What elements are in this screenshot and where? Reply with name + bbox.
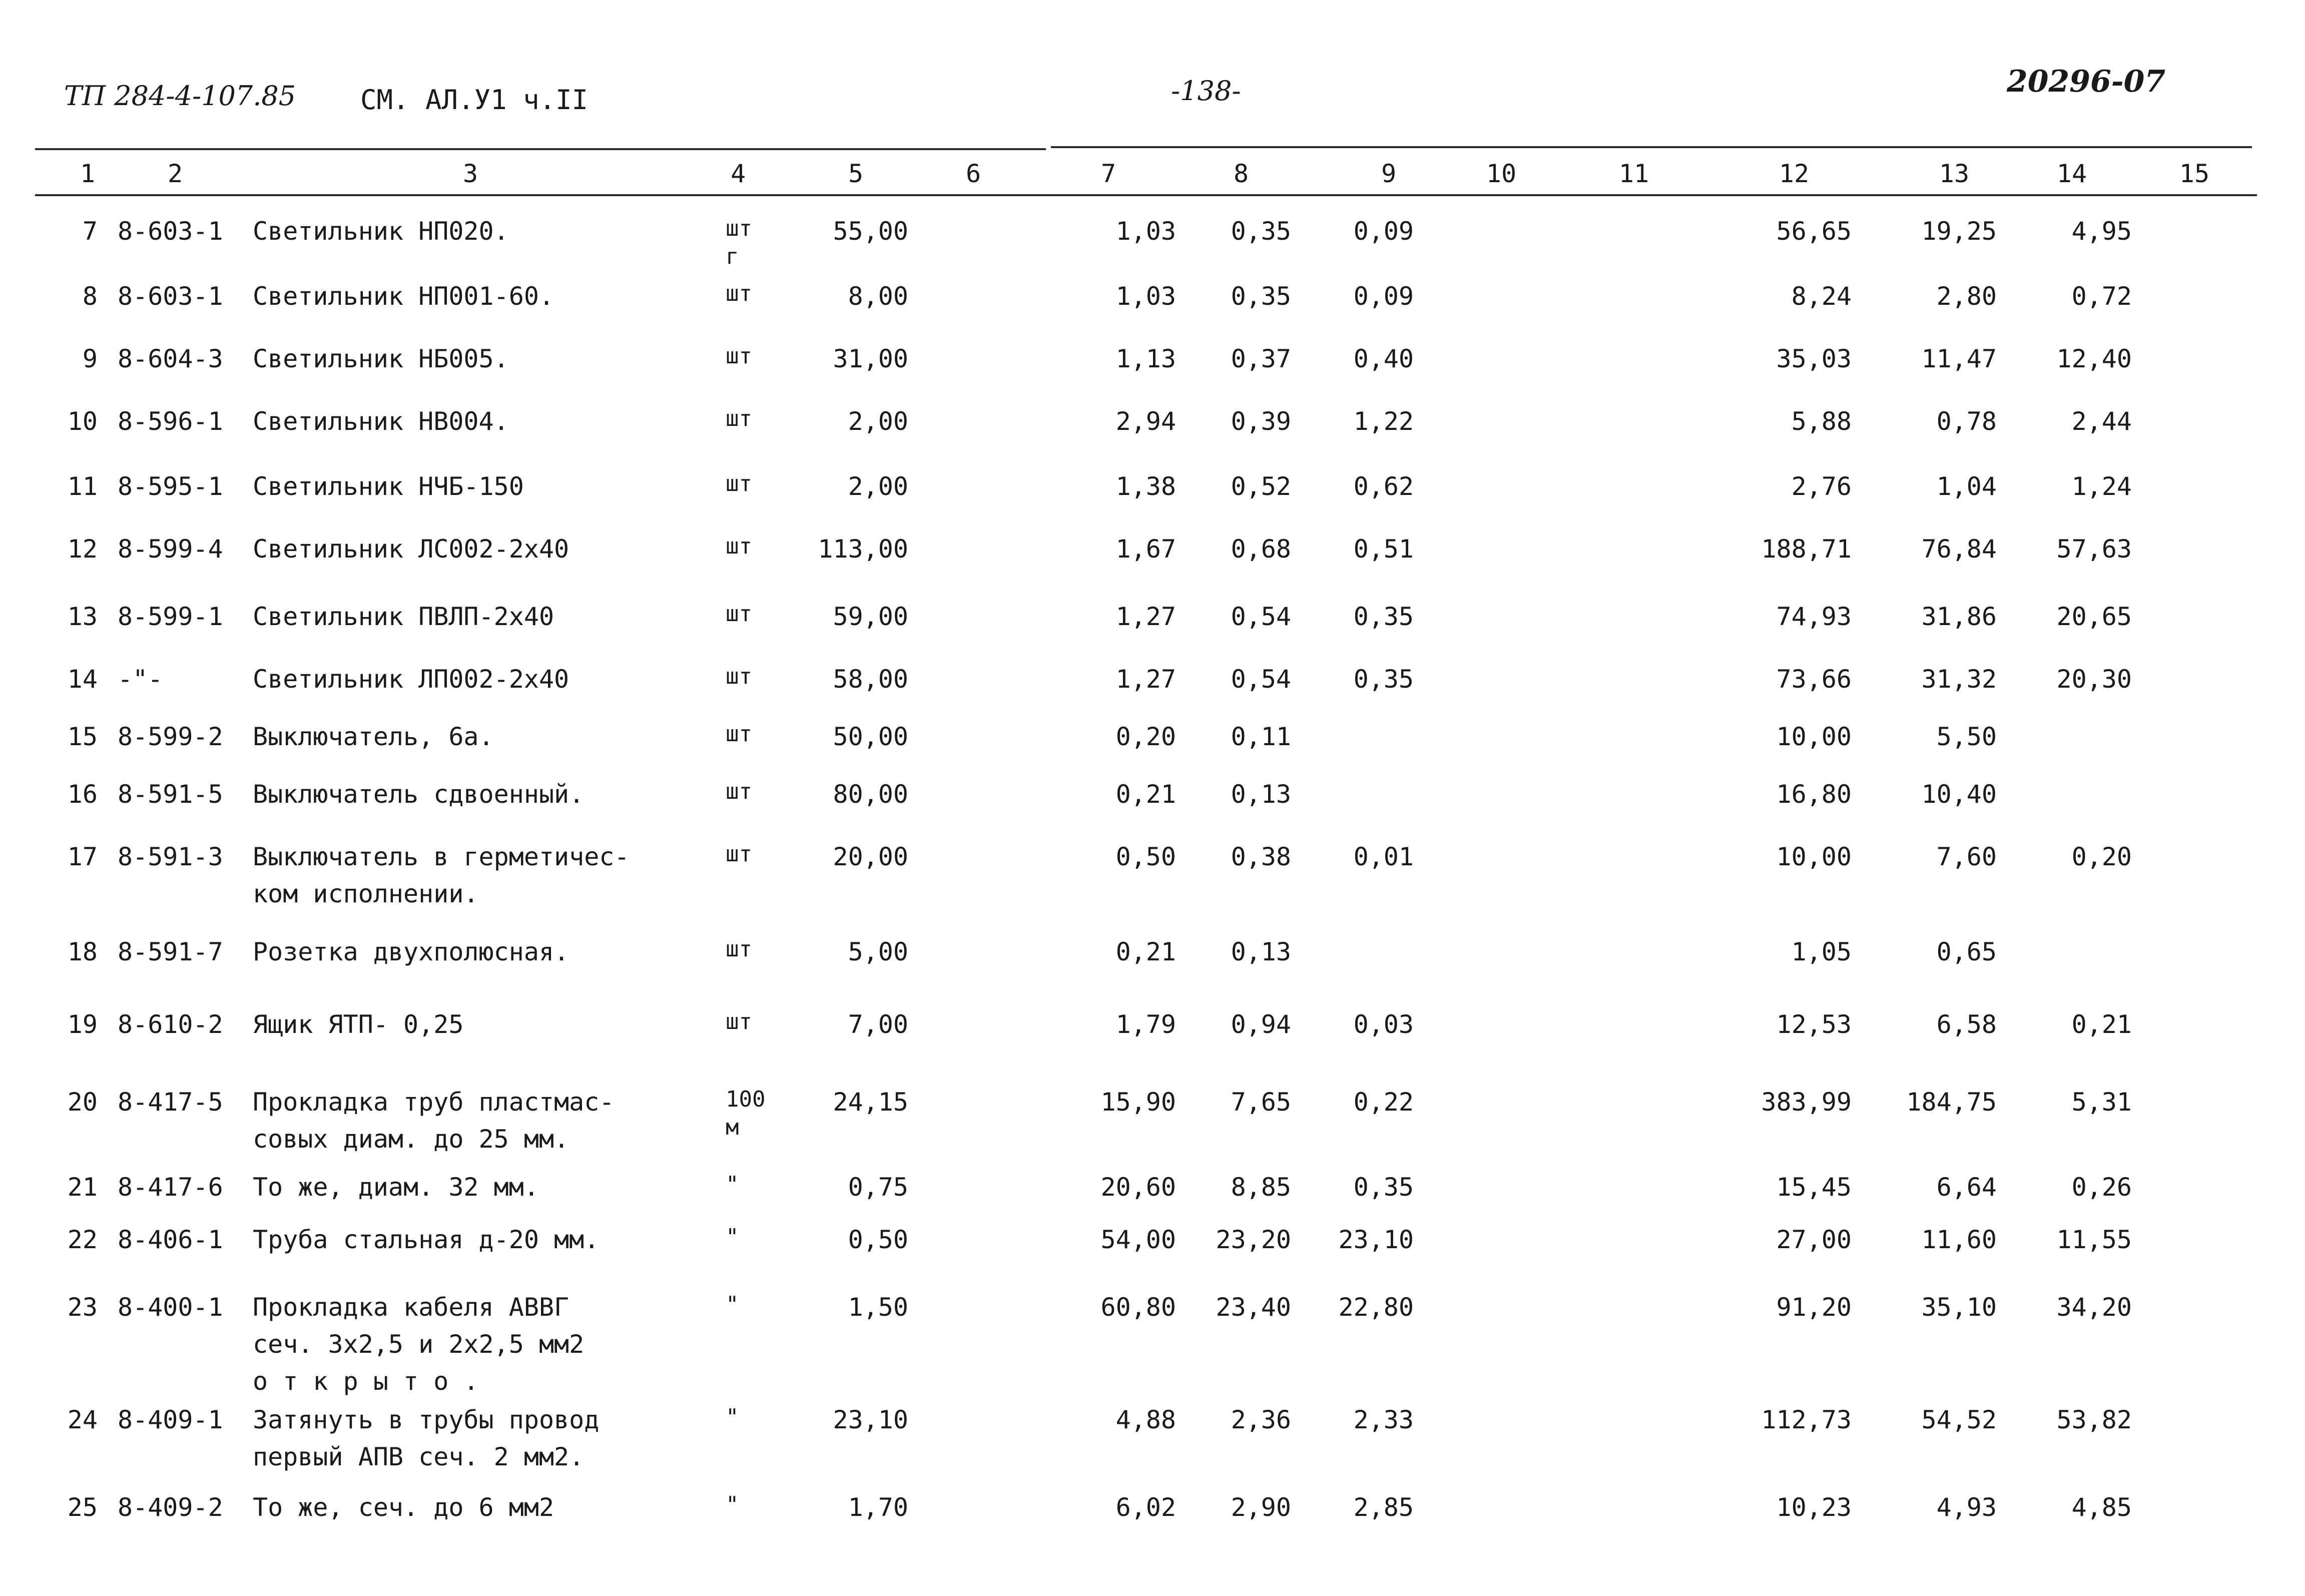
col-9-value: 1,22 (1353, 407, 1414, 436)
col-7-value: 4,88 (1115, 1405, 1176, 1434)
col-8-value: 0,13 (1231, 937, 1291, 966)
sheet-reference: СМ. АЛ.У1 ч.II (360, 84, 589, 116)
row-number: 16 (67, 780, 98, 809)
unit-of-measure: шт (726, 534, 752, 559)
unit-of-measure: шт (726, 1009, 752, 1034)
unit-of-measure: шт (726, 841, 752, 867)
row-number: 24 (67, 1405, 98, 1434)
row-number: 23 (67, 1293, 98, 1322)
column-number: 11 (1618, 159, 1649, 188)
row-number: 25 (67, 1493, 98, 1522)
unit-of-measure: " (726, 1404, 739, 1430)
column-number: 1 (80, 159, 96, 188)
item-description: Светильник ЛС002-2х40 (253, 535, 569, 564)
col-12-value: 74,93 (1776, 602, 1852, 631)
quantity: 5,00 (848, 937, 908, 966)
col-14-value: 0,20 (2071, 842, 2132, 871)
row-number: 9 (82, 344, 98, 373)
col-9-value: 0,01 (1353, 842, 1414, 871)
unit-of-measure: " (726, 1172, 739, 1197)
col-13-value: 54,52 (1921, 1405, 1997, 1434)
rate-code: 8-599-2 (118, 722, 223, 751)
unit-of-measure: " (726, 1292, 739, 1317)
col-7-value: 0,50 (1115, 842, 1176, 871)
col-7-value: 60,80 (1100, 1293, 1176, 1322)
col-12-value: 10,00 (1776, 842, 1852, 871)
col-7-value: 15,90 (1100, 1088, 1176, 1117)
col-8-value: 7,65 (1231, 1088, 1291, 1117)
item-description: Светильник НЧБ-150 (253, 472, 524, 501)
col-8-value: 0,13 (1231, 780, 1291, 809)
col-7-value: 0,21 (1115, 937, 1176, 966)
unit-of-measure: шт (726, 936, 752, 962)
rate-code: 8-610-2 (118, 1010, 223, 1039)
column-number: 3 (462, 159, 478, 188)
item-description: Прокладка кабеля АВВГ сеч. 3х2,5 и 2х2,5 мм2 о т к р ы т о . (253, 1293, 585, 1396)
quantity: 24,15 (833, 1088, 908, 1117)
col-8-value: 0,35 (1231, 217, 1291, 246)
column-number: 4 (730, 159, 746, 188)
col-12-value: 35,03 (1776, 344, 1852, 373)
col-7-value: 2,94 (1115, 407, 1176, 436)
col-9-value: 0,35 (1353, 602, 1414, 631)
row-number: 12 (67, 535, 98, 564)
item-description: Розетка двухполюсная. (253, 937, 569, 966)
quantity: 58,00 (833, 665, 908, 694)
rate-code: 8-409-1 (118, 1405, 223, 1434)
row-number: 22 (67, 1225, 98, 1254)
col-9-value: 0,40 (1353, 344, 1414, 373)
unit-of-measure: шт (726, 664, 752, 689)
col-9-value: 0,62 (1353, 472, 1414, 501)
rate-code: 8-406-1 (118, 1225, 223, 1254)
quantity: 2,00 (848, 472, 908, 501)
column-number: 2 (167, 159, 183, 188)
quantity: 31,00 (833, 344, 908, 373)
col-9-value: 22,80 (1338, 1293, 1414, 1322)
header-bottom-rule (35, 194, 2257, 196)
col-7-value: 1,27 (1115, 665, 1176, 694)
col-12-value: 188,71 (1761, 535, 1852, 564)
rate-code: 8-417-5 (118, 1088, 223, 1117)
col-7-value: 54,00 (1100, 1225, 1176, 1254)
item-description: Светильник НБ005. (253, 344, 509, 373)
item-description: Затянуть в трубы провод первый АПВ сеч. 2 мм2. (253, 1405, 600, 1471)
col-9-value: 0,51 (1353, 535, 1414, 564)
quantity: 1,50 (848, 1293, 908, 1322)
col-9-value: 0,03 (1353, 1010, 1414, 1039)
column-number: 6 (965, 159, 981, 188)
col-14-value: 57,63 (2056, 535, 2132, 564)
col-13-value: 19,25 (1921, 217, 1997, 246)
col-12-value: 12,53 (1776, 1010, 1852, 1039)
col-8-value: 0,52 (1231, 472, 1291, 501)
row-number: 13 (67, 602, 98, 631)
quantity: 55,00 (833, 217, 908, 246)
quantity: 80,00 (833, 780, 908, 809)
column-number: 14 (2056, 159, 2087, 188)
col-9-value: 0,09 (1353, 217, 1414, 246)
row-number: 11 (67, 472, 98, 501)
col-14-value: 0,26 (2071, 1173, 2132, 1202)
col-9-value: 2,85 (1353, 1493, 1414, 1522)
col-12-value: 1,05 (1791, 937, 1852, 966)
col-12-value: 15,45 (1776, 1173, 1852, 1202)
rate-code: 8-409-2 (118, 1493, 223, 1522)
item-description: Светильник НВ004. (253, 407, 509, 436)
item-description: Выключатель, 6а. (253, 722, 494, 751)
col-14-value: 20,30 (2056, 665, 2132, 694)
col-9-value: 0,35 (1353, 1173, 1414, 1202)
quantity: 50,00 (833, 722, 908, 751)
quantity: 7,00 (848, 1010, 908, 1039)
unit-of-measure: шт (726, 471, 752, 496)
rate-code: 8-417-6 (118, 1173, 223, 1202)
column-number: 13 (1939, 159, 1970, 188)
col-7-value: 20,60 (1100, 1173, 1176, 1202)
col-12-value: 112,73 (1761, 1405, 1852, 1434)
col-8-value: 0,35 (1231, 282, 1291, 311)
col-14-value: 4,85 (2071, 1493, 2132, 1522)
col-13-value: 35,10 (1921, 1293, 1997, 1322)
col-8-value: 8,85 (1231, 1173, 1291, 1202)
col-12-value: 383,99 (1761, 1088, 1852, 1117)
rate-code: 8-604-3 (118, 344, 223, 373)
column-number: 5 (848, 159, 864, 188)
col-12-value: 56,65 (1776, 217, 1852, 246)
rate-code: 8-591-7 (118, 937, 223, 966)
rate-code: 8-603-1 (118, 282, 223, 311)
col-13-value: 5,50 (1936, 722, 1997, 751)
col-9-value: 0,09 (1353, 282, 1414, 311)
quantity: 1,70 (848, 1493, 908, 1522)
col-12-value: 2,76 (1791, 472, 1852, 501)
col-8-value: 23,40 (1216, 1293, 1291, 1322)
col-12-value: 27,00 (1776, 1225, 1852, 1254)
col-7-value: 1,67 (1115, 535, 1176, 564)
col-13-value: 2,80 (1936, 282, 1997, 311)
col-13-value: 10,40 (1921, 780, 1997, 809)
col-8-value: 0,38 (1231, 842, 1291, 871)
col-8-value: 0,54 (1231, 602, 1291, 631)
item-description: Ящик ЯТП- 0,25 (253, 1010, 464, 1039)
rate-code: 8-400-1 (118, 1293, 223, 1322)
col-8-value: 0,54 (1231, 665, 1291, 694)
col-13-value: 0,78 (1936, 407, 1997, 436)
header-top-rule (35, 148, 1046, 150)
rate-code: 8-599-4 (118, 535, 223, 564)
row-number: 20 (67, 1088, 98, 1117)
item-description: Светильник ЛП002-2х40 (253, 665, 569, 694)
col-8-value: 0,37 (1231, 344, 1291, 373)
col-12-value: 10,23 (1776, 1493, 1852, 1522)
unit-of-measure: " (726, 1492, 739, 1517)
col-13-value: 0,65 (1936, 937, 1997, 966)
col-13-value: 11,60 (1921, 1225, 1997, 1254)
rate-code: 8-591-3 (118, 842, 223, 871)
quantity: 59,00 (833, 602, 908, 631)
rate-code: -"- (118, 665, 163, 694)
unit-of-measure: шт (726, 281, 752, 306)
col-9-value: 0,22 (1353, 1088, 1414, 1117)
item-description: Выключатель в герметичес- ком исполнении. (253, 842, 630, 908)
column-number: 15 (2179, 159, 2210, 188)
unit-of-measure: 100 м (726, 1087, 766, 1140)
col-14-value: 0,21 (2071, 1010, 2132, 1039)
quantity: 23,10 (833, 1405, 908, 1434)
col-13-value: 1,04 (1936, 472, 1997, 501)
col-7-value: 0,21 (1115, 780, 1176, 809)
col-9-value: 0,35 (1353, 665, 1414, 694)
col-14-value: 5,31 (2071, 1088, 2132, 1117)
inventory-number: 20296-07 (2007, 64, 2166, 99)
col-13-value: 31,86 (1921, 602, 1997, 631)
col-8-value: 0,39 (1231, 407, 1291, 436)
row-number: 10 (67, 407, 98, 436)
col-14-value: 2,44 (2071, 407, 2132, 436)
item-description: То же, диам. 32 мм. (253, 1173, 539, 1202)
col-14-value: 0,72 (2071, 282, 2132, 311)
col-13-value: 6,64 (1936, 1173, 1997, 1202)
column-number: 10 (1486, 159, 1517, 188)
col-13-value: 11,47 (1921, 344, 1997, 373)
row-number: 21 (67, 1173, 98, 1202)
col-8-value: 2,36 (1231, 1405, 1291, 1434)
col-7-value: 1,03 (1115, 217, 1176, 246)
column-number: 8 (1233, 159, 1249, 188)
col-12-value: 8,24 (1791, 282, 1852, 311)
col-12-value: 16,80 (1776, 780, 1852, 809)
col-13-value: 7,60 (1936, 842, 1997, 871)
unit-of-measure: шт (726, 601, 752, 627)
column-number: 9 (1381, 159, 1397, 188)
col-7-value: 1,38 (1115, 472, 1176, 501)
col-7-value: 1,79 (1115, 1010, 1176, 1039)
col-14-value: 34,20 (2056, 1293, 2132, 1322)
col-8-value: 0,94 (1231, 1010, 1291, 1039)
col-13-value: 4,93 (1936, 1493, 1997, 1522)
col-7-value: 1,13 (1115, 344, 1176, 373)
unit-of-measure: " (726, 1224, 739, 1250)
item-description: Светильник НП001-60. (253, 282, 554, 311)
col-9-value: 2,33 (1353, 1405, 1414, 1434)
rate-code: 8-599-1 (118, 602, 223, 631)
col-14-value: 12,40 (2056, 344, 2132, 373)
row-number: 19 (67, 1010, 98, 1039)
unit-of-measure: шт (726, 779, 752, 804)
col-8-value: 0,68 (1231, 535, 1291, 564)
column-number: 7 (1100, 159, 1116, 188)
quantity: 20,00 (833, 842, 908, 871)
col-14-value: 4,95 (2071, 217, 2132, 246)
item-description: То же, сеч. до 6 мм2 (253, 1493, 554, 1522)
col-7-value: 0,20 (1115, 722, 1176, 751)
col-7-value: 1,27 (1115, 602, 1176, 631)
row-number: 14 (67, 665, 98, 694)
header-top-rule-right (1051, 146, 2252, 148)
row-number: 17 (67, 842, 98, 871)
unit-of-measure: шт г (726, 216, 752, 269)
col-13-value: 76,84 (1921, 535, 1997, 564)
col-8-value: 2,90 (1231, 1493, 1291, 1522)
quantity: 0,75 (848, 1173, 908, 1202)
row-number: 8 (82, 282, 98, 311)
item-description: Светильник НП020. (253, 217, 509, 246)
item-description: Выключатель сдвоенный. (253, 780, 585, 809)
col-9-value: 23,10 (1338, 1225, 1414, 1254)
item-description: Светильник ПВЛП-2х40 (253, 602, 554, 631)
rate-code: 8-596-1 (118, 407, 223, 436)
unit-of-measure: шт (726, 406, 752, 431)
rate-code: 8-591-5 (118, 780, 223, 809)
col-13-value: 31,32 (1921, 665, 1997, 694)
row-number: 15 (67, 722, 98, 751)
col-12-value: 73,66 (1776, 665, 1852, 694)
col-7-value: 1,03 (1115, 282, 1176, 311)
column-number: 12 (1779, 159, 1810, 188)
document-code: ТП 284-4-107.85 (64, 80, 296, 112)
col-14-value: 1,24 (2071, 472, 2132, 501)
col-14-value: 20,65 (2056, 602, 2132, 631)
quantity: 8,00 (848, 282, 908, 311)
col-12-value: 91,20 (1776, 1293, 1852, 1322)
col-8-value: 0,11 (1231, 722, 1291, 751)
col-12-value: 5,88 (1791, 407, 1852, 436)
row-number: 18 (67, 937, 98, 966)
quantity: 0,50 (848, 1225, 908, 1254)
col-8-value: 23,20 (1216, 1225, 1291, 1254)
page-number: -138- (1171, 75, 1241, 107)
quantity: 2,00 (848, 407, 908, 436)
col-13-value: 184,75 (1906, 1088, 1997, 1117)
rate-code: 8-595-1 (118, 472, 223, 501)
col-7-value: 6,02 (1115, 1493, 1176, 1522)
quantity: 113,00 (818, 535, 908, 564)
col-12-value: 10,00 (1776, 722, 1852, 751)
unit-of-measure: шт (726, 343, 752, 369)
col-13-value: 6,58 (1936, 1010, 1997, 1039)
col-14-value: 11,55 (2056, 1225, 2132, 1254)
unit-of-measure: шт (726, 721, 752, 747)
col-14-value: 53,82 (2056, 1405, 2132, 1434)
rate-code: 8-603-1 (118, 217, 223, 246)
item-description: Прокладка труб пластмас- совых диам. до 25 мм. (253, 1088, 615, 1154)
row-number: 7 (82, 217, 98, 246)
item-description: Труба стальная д-20 мм. (253, 1225, 600, 1254)
